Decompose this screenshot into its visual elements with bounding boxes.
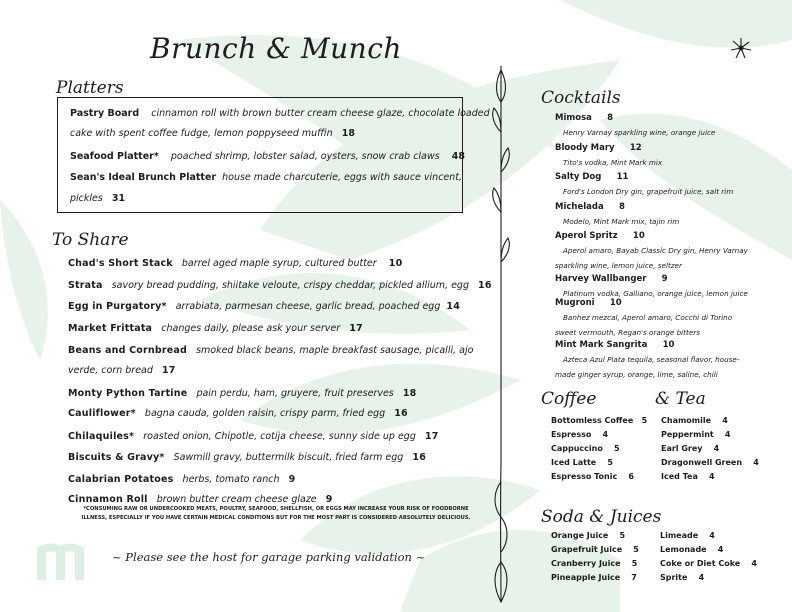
list-item [551,470,647,484]
item-price: 4 [698,573,705,582]
item-name: Chamomile [661,416,712,425]
item-desc: brown butter cream cheese glaze [156,494,317,505]
item-price: 8 [618,202,625,212]
platter-item-cont [70,192,125,206]
menu-item [68,344,473,357]
item-desc: herbs, tomato ranch [182,474,280,485]
item-price: 11 [616,172,629,182]
item-price: 9 [325,494,333,505]
menu-item [68,322,363,335]
item-name: Chilaquiles* [68,431,135,442]
item-name: Biscuits & Gravy* [68,452,165,463]
item-name: Beans and Cornbread [68,345,187,356]
item-price: 17 [349,323,363,334]
item-price: 4 [724,430,731,439]
item-price: 31 [111,193,126,204]
menu-item [68,300,460,313]
item-name: Espresso [551,430,592,439]
list-item [661,428,759,442]
cocktails-heading: Cocktails [541,88,621,108]
cocktail-item [555,336,739,381]
item-name: Iced Tea [661,472,698,481]
item-price: 9 [288,474,296,485]
venue-logo-icon [35,542,87,582]
platter-item-cont [70,127,355,141]
item-name: Salty Dog [555,172,602,182]
item-name: Aperol Spritz [555,231,618,241]
item-desc: poached shrimp, lobster salad, oysters, snow crab claws [170,151,440,162]
disclaimer-line: *CONSUMING RAW OR UNDERCOOKED MEATS, POULTRY, SEAFOOD, SHELLFISH, OR EGGS MAY INCREASE YOUR RISK OF FOODBORNE [83,506,469,512]
item-desc: changes daily, please ask your server [161,323,341,334]
item-name: Cranberry Juice [551,559,621,568]
item-desc: Tito's vodka, Mint Mark mix [563,158,663,167]
list-item [661,456,759,470]
item-desc: Henry Varnay sparkling wine, orange juice [563,128,716,137]
disclaimer-line: ILLNESS, ESPECIALLY IF YOU HAVE CERTAIN MEDICAL CONDITIONS BUT FOR THE MOST PART IS CONSIDERED ABSOLUTELY DELICIOUS. [81,515,471,521]
item-name: Iced Latte [551,458,597,467]
item-price: 4 [722,416,728,425]
item-desc-cont: cake with spent coffee fudge, lemon poppyseed muffin [70,128,333,139]
menu-item [68,279,492,292]
item-price: 4 [751,559,757,568]
cocktail-item [555,294,732,339]
soda-heading: Soda & Juices [541,507,662,527]
item-price: 17 [161,365,176,376]
item-name: Earl Grey [661,444,703,453]
list-item [551,414,647,428]
list-item [551,442,647,456]
item-price: 16 [412,452,427,463]
item-name: Harvey Wallbanger [555,274,647,284]
item-desc: smoked black beans, maple breakfast sausage, picalli, ajo [196,345,474,356]
item-desc: pain perdu, ham, gruyere, fruit preserves [196,388,394,399]
item-price: 18 [341,128,355,139]
list-item [660,543,757,557]
list-item [551,529,639,543]
item-desc: Sawmill gravy, buttermilk biscuit, fried farm egg [173,452,404,463]
menu-item [68,451,426,464]
menu-title: Brunch & Munch [150,32,402,65]
list-item [661,414,759,428]
item-price: 5 [619,531,626,540]
cocktail-item [555,168,733,198]
item-name: Sean's Ideal Brunch Platter [70,172,217,183]
item-price: 6 [628,472,634,481]
menu-item [68,387,416,400]
item-desc-cont: verde, corn bread [68,365,153,376]
item-name: Cauliflower* [68,408,136,419]
item-price: 4 [602,430,609,439]
item-price: 10 [662,340,675,350]
item-price: 4 [709,472,715,481]
disclaimer [62,505,490,523]
item-price: 5 [641,416,648,425]
item-price: 5 [607,458,613,467]
item-desc: bagna cauda, golden raisin, crispy parm, fried egg [144,408,386,419]
item-name: Sprite [660,573,688,582]
list-item [660,529,757,543]
item-name: Michelada [555,202,604,212]
item-name: Mint Mark Sangrita [555,340,648,350]
item-desc: roasted onion, Chipotle, cotija cheese, sunny side up egg [143,431,416,442]
item-price: 4 [709,531,715,540]
item-name: Pineapple Juice [551,573,621,582]
parking-note: ~ Please see the host for garage parking validation ~ [112,550,426,564]
item-desc: Banhez mezcal, Aperol amaro, Cocchi di Torino [563,313,733,322]
list-item [551,543,639,557]
list-item [551,428,647,442]
item-name: Egg in Purgatory* [68,301,167,312]
item-name: Pastry Board [70,108,140,119]
platters-heading: Platters [56,78,124,98]
item-desc: house made charcuterie, eggs with sauce vincent, [222,172,463,183]
item-desc-cont: sparkling wine, lemon juice, seltzer [555,261,682,270]
item-name: Dragonwell Green [661,458,743,467]
cocktail-item [555,109,715,139]
tea-heading: & Tea [655,389,706,409]
item-price: 14 [446,301,461,312]
item-name: Mimosa [555,113,592,123]
item-price: 4 [717,545,724,554]
item-price: 16 [478,280,492,291]
item-name: Strata [68,280,103,291]
soda-list-right [660,529,757,585]
tea-list [661,414,759,484]
item-desc: Azteca Azul Plata tequila, seasonal flavor, house- [563,355,740,364]
item-price: 18 [402,388,417,399]
item-name: Orange Juice [551,531,609,540]
item-name: Market Frittata [68,323,153,334]
list-item [551,456,647,470]
item-desc: arrabiata, parmesan cheese, garlic bread, poached egg [175,301,441,312]
item-name: Chad's Short Stack [68,258,173,269]
item-price: 8 [607,113,614,123]
item-desc: Platinum vodka, Galliano, orange juice, lemon juice [563,289,748,298]
item-desc-cont: pickles [70,193,103,204]
item-desc-cont: made ginger syrup, orange, lime, saline, chili [555,370,718,379]
item-name: Limeade [660,531,699,540]
item-name: Espresso Tonic [551,472,618,481]
item-price: 10 [632,231,645,241]
menu-item [68,430,439,443]
item-name: Bloody Mary [555,143,615,153]
item-price: 10 [609,298,622,308]
platter-item [70,171,462,185]
item-name: Bottomless Coffee [551,416,634,425]
list-item [660,557,757,571]
list-item [661,442,759,456]
item-desc: Aperol amaro, Bayab Classic Dry gin, Henry Varnay [563,246,748,255]
item-price: 17 [424,431,439,442]
item-price: 5 [631,559,638,568]
menu-item [68,257,402,270]
menu-item [68,473,295,486]
item-name: Monty Python Tartine [68,388,188,399]
item-name: Cappuccino [551,444,603,453]
item-desc: Modelo, Mint Mark mix, tajin rim [563,217,680,226]
item-desc-cont: sweet vermouth, Regan's orange bitters [555,328,700,337]
coffee-list [551,414,647,484]
item-price: 4 [713,444,720,453]
item-name: Calabrian Potatoes [68,474,174,485]
item-name: Lemonade [660,545,707,554]
list-item [551,557,639,571]
item-price: 4 [753,458,759,467]
menu-item-cont [68,364,176,377]
item-price: 5 [633,545,639,554]
flower-icon [728,35,754,61]
platter-item [70,150,465,164]
item-name: Mugroni [555,298,595,308]
item-price: 9 [661,274,668,284]
item-name: Coke or Diet Coke [660,559,741,568]
soda-list-left [551,529,639,585]
item-price: 5 [613,444,620,453]
platter-item [70,107,490,121]
list-item [661,470,759,484]
item-price: 7 [631,573,637,582]
item-price: 48 [451,151,465,162]
item-desc: savory bread pudding, shiitake veloute, crispy cheddar, pickled allium, egg [111,280,469,291]
item-name: Grapefruit Juice [551,545,623,554]
item-name: Cinnamon Roll [68,494,148,505]
item-price: 16 [394,408,408,419]
item-price: 10 [388,258,403,269]
coffee-heading: Coffee [541,389,597,409]
item-price: 12 [629,143,642,153]
item-name: Seafood Platter* [70,151,159,162]
item-desc: Ford's London Dry gin, grapefruit juice, salt rim [563,187,734,196]
to-share-heading: To Share [52,230,129,250]
vine-divider-icon [488,62,514,607]
item-desc: cinnamon roll with brown butter cream cheese glaze, chocolate loaded [151,108,490,119]
item-name: Peppermint [661,430,714,439]
item-desc: barrel aged maple syrup, cultured butter [181,258,377,269]
list-item [660,571,757,585]
list-item [551,571,639,585]
menu-item [68,407,408,420]
